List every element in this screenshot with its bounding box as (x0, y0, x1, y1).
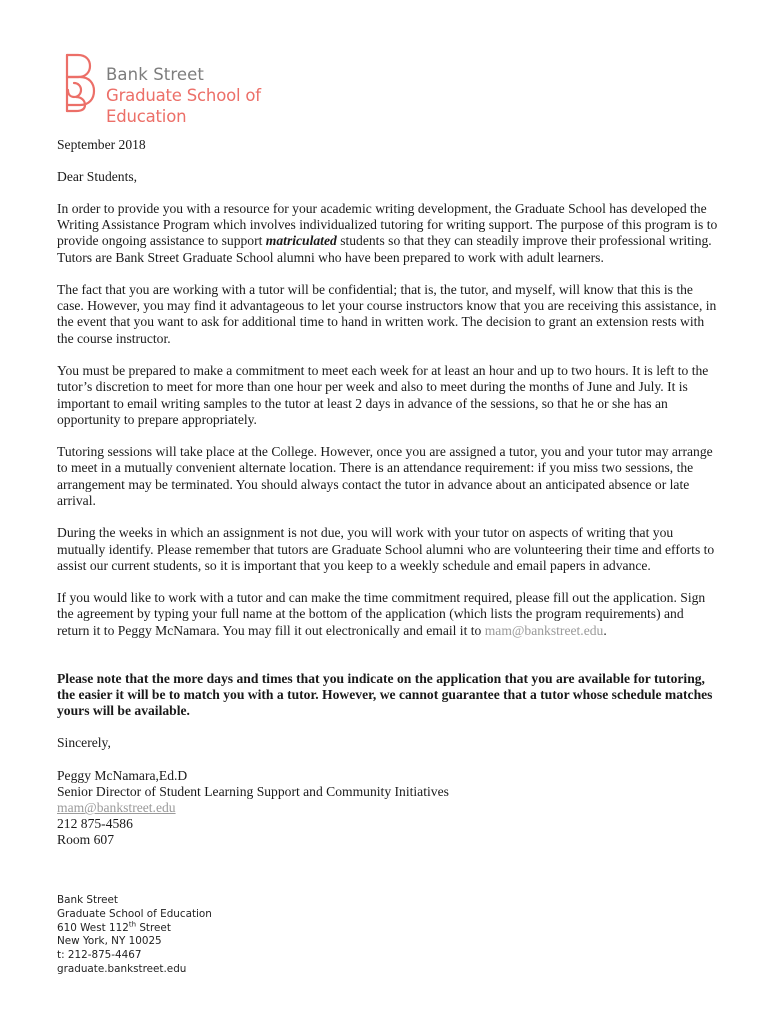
availability-note: Please note that the more days and times that you indicate on the application that you are available for tutoring, the easier it will be to match you with a tutor. However, we cannot guarantee that a tutor whose schedule matches yours will be available. (57, 670, 713, 719)
bank-street-monogram-icon (64, 53, 98, 113)
signer-phone: 212 875-4586 (57, 816, 133, 832)
email-link[interactable]: mam@bankstreet.edu (484, 622, 604, 638)
footer-city: New York, NY 10025 (57, 935, 162, 948)
bank-street-logo (64, 53, 344, 126)
footer-org: Bank Street (57, 894, 118, 906)
paragraph-text: If you would like to work with a tutor and can make the time commitment required, please fill out the application. Sign the agreement by typing your full name at the bottom of the application (which lists the program requirements) and return it to Peggy McNamara. You may fill it out electronically and email it to (57, 590, 706, 638)
footer-street-address (57, 922, 212, 936)
letter-salutation: Dear Students, (57, 169, 138, 185)
paragraph-commitment: You must be prepared to make a commitment to meet each week for at least an hour and up to two hours. It is left to the tutor’s discretion to meet for more than one hour per week and also to meet during the months of June and July. It is important to email writing samples to the tutor at least 2 days in advance of the sessions, so that he or she has an opportunity to prepare appropriately. (57, 363, 709, 427)
letter-date: September 2018 (57, 137, 146, 152)
logo-school-name: Graduate School of Education (106, 86, 261, 126)
logo-org-name: Bank Street (106, 65, 204, 84)
paragraph-text: In order to provide you with a resource for your academic writing development, the Graduate School has developed the Writing Assistance Program which involves individualized tutoring for writing support. The purpose of this program is to provide ongoing assistance to support (57, 200, 718, 249)
paragraph-sessions: Tutoring sessions will take place at the College. However, once you are assigned a tutor, you and your tutor may arrange to meet in a mutually convenient alternate location. There is an attendance requirement: if you miss two sessions, the arrangement may be terminated. You should always contact the tutor in advance about an anticipated absence or late arrival. (57, 444, 713, 508)
paragraph-confidentiality: The fact that you are working with a tutor will be confidential; that is, the tutor, and myself, will know that this is the case. However, you may find it advantageous to let your course instructors know that you are receiving this assistance, in the event that you want to ask for additional time to hand in written work. The decision to grant an extension rests with the course instructor. (57, 282, 717, 346)
letter-body (57, 137, 719, 849)
footer-street-name: Street (136, 921, 171, 934)
footer-street-number: 610 West 112 (57, 921, 129, 934)
footer-website-link[interactable]: graduate.bankstreet.edu (57, 962, 187, 975)
paragraph-application (57, 590, 719, 639)
paragraph-assignments: During the weeks in which an assignment is not due, you will work with your tutor on aspects of writing that you mutually identify. Please remember that tutors are Graduate School alumni who are volunteering their time and efforts to assist our current students, so it is important that you keep to a weekly schedule and email papers in advance. (57, 525, 715, 573)
paragraph-text: students so that they can steadily improve their professional writing. Tutors are Bank Street Graduate School alumni who have been prepared to work with adult learners. (57, 233, 712, 265)
letter-closing: Sincerely, (57, 735, 111, 751)
signer-name: Peggy McNamara,Ed.D (57, 767, 188, 783)
footer-school: Graduate School of Education (57, 907, 212, 920)
signer-title: Senior Director of Student Learning Support and Community Initiatives (57, 783, 449, 799)
signature-block (57, 768, 719, 849)
signer-email-link[interactable]: mam@bankstreet.edu (57, 800, 176, 816)
paragraph-text: . (603, 622, 607, 638)
footer-ordinal: th (128, 920, 137, 929)
footer-phone: t: 212-875-4467 (57, 949, 142, 962)
emphasis-matriculated: matriculated (265, 233, 337, 249)
signer-room: Room 607 (57, 832, 115, 848)
footer-address-block (57, 894, 212, 977)
paragraph-purpose (57, 201, 719, 266)
